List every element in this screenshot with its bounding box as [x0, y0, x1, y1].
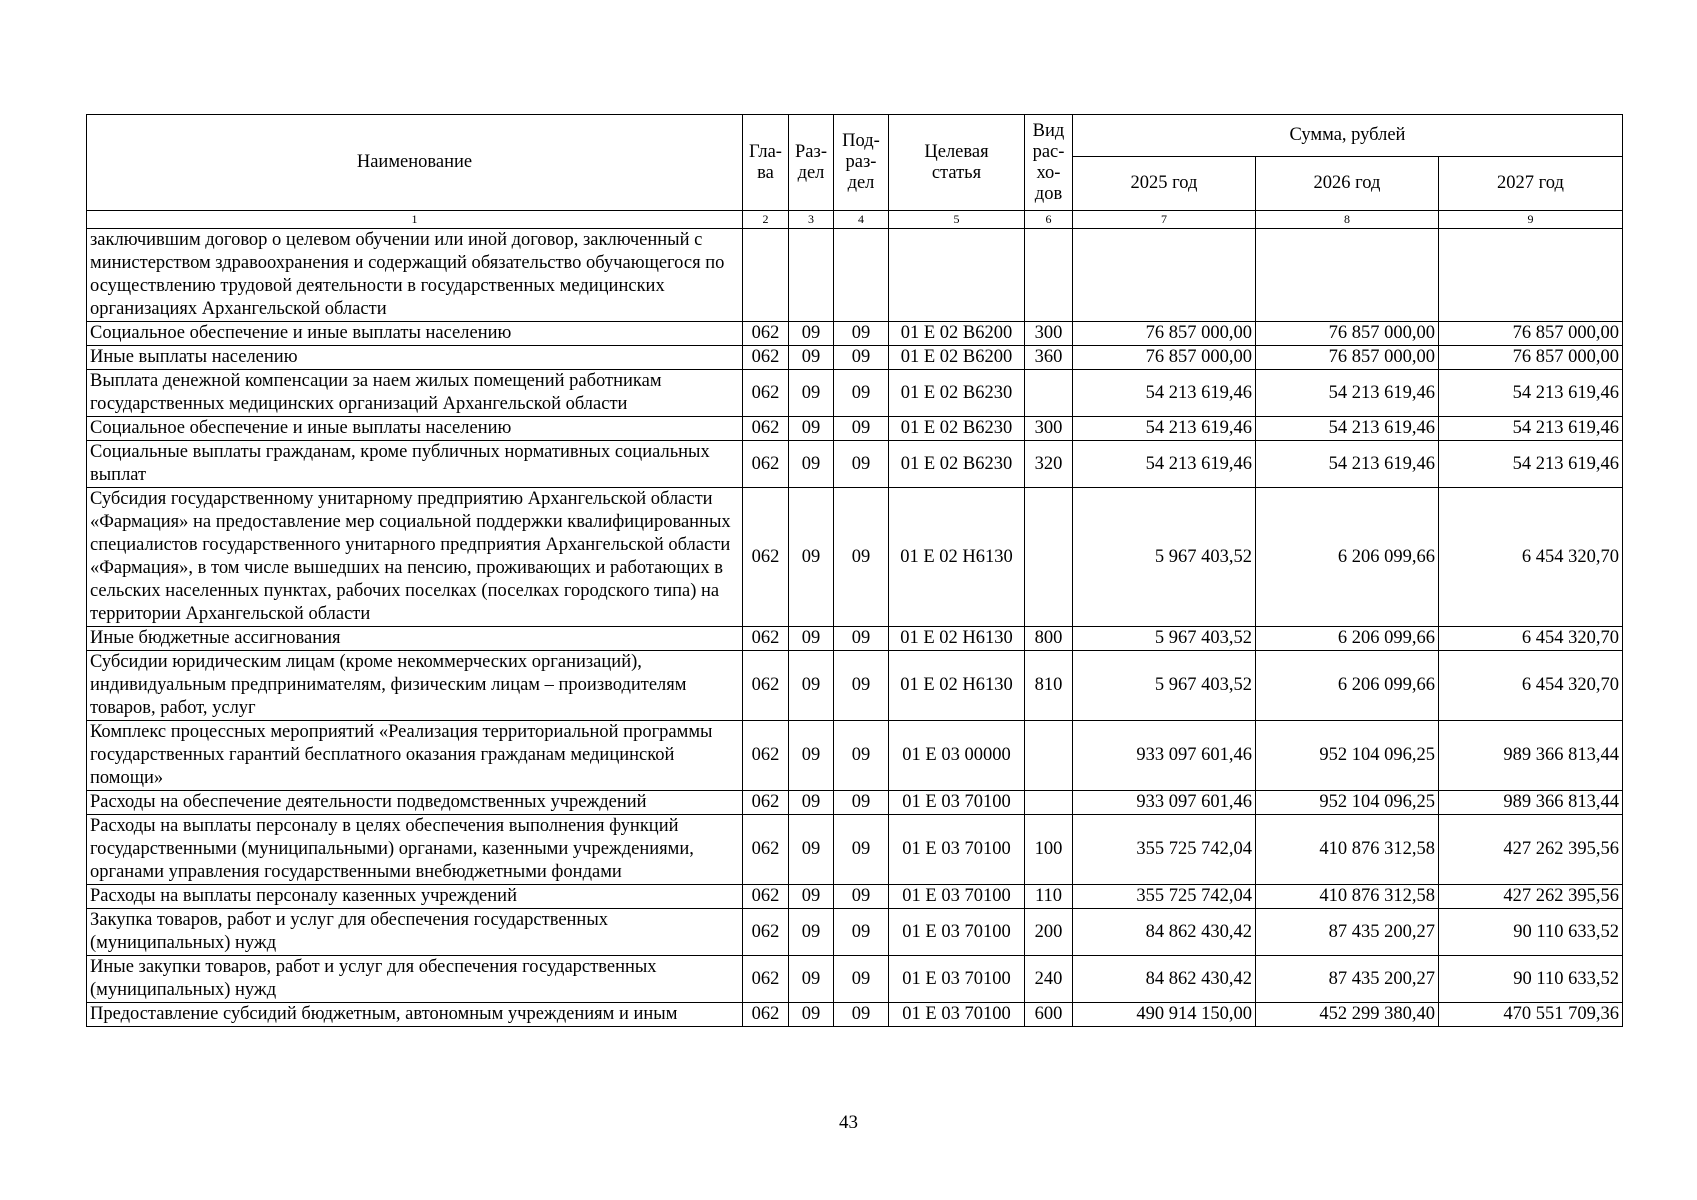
row-sum-2027: 90 110 633,52	[1439, 909, 1623, 956]
row-sum-2026	[1256, 229, 1439, 322]
table-row	[87, 885, 1623, 909]
row-name: Закупка товаров, работ и услуг для обеспечения государственных (муниципальных) нужд	[87, 909, 743, 956]
row-section: 09	[789, 721, 834, 791]
row-subsection: 09	[834, 909, 889, 956]
row-section: 09	[789, 346, 834, 370]
row-expense-type: 300	[1025, 322, 1073, 346]
row-subsection: 09	[834, 651, 889, 721]
row-sum-2026: 54 213 619,46	[1256, 370, 1439, 417]
table-row	[87, 441, 1623, 488]
col-header-year-2027: 2027 год	[1439, 157, 1623, 211]
row-section: 09	[789, 791, 834, 815]
row-name: Предоставление субсидий бюджетным, автономным учреждениям и иным	[87, 1003, 743, 1027]
row-expense-type: 100	[1025, 815, 1073, 885]
table-row	[87, 791, 1623, 815]
row-sum-2025: 54 213 619,46	[1073, 417, 1256, 441]
row-sum-2027: 427 262 395,56	[1439, 815, 1623, 885]
column-number: 5	[889, 211, 1025, 229]
row-sum-2027: 470 551 709,36	[1439, 1003, 1623, 1027]
row-sum-2026: 410 876 312,58	[1256, 885, 1439, 909]
col-header-section: Раз- дел	[789, 115, 834, 211]
row-sum-2027: 6 454 320,70	[1439, 651, 1623, 721]
row-target-article: 01 Е 02 В6230	[889, 370, 1025, 417]
row-sum-2026: 54 213 619,46	[1256, 417, 1439, 441]
row-name: Расходы на выплаты персоналу в целях обеспечения выполнения функций государственными (муниципальными) органами, казенными учреждениями, органами управления государственными внебюджетными фондами	[87, 815, 743, 885]
row-chapter: 062	[743, 370, 789, 417]
col-header-target-article: Целевая статья	[889, 115, 1025, 211]
row-target-article: 01 Е 02 В6230	[889, 441, 1025, 488]
row-section: 09	[789, 885, 834, 909]
row-section	[789, 229, 834, 322]
row-target-article: 01 Е 03 70100	[889, 885, 1025, 909]
row-sum-2025: 76 857 000,00	[1073, 322, 1256, 346]
column-number: 6	[1025, 211, 1073, 229]
table-row	[87, 815, 1623, 885]
column-number: 4	[834, 211, 889, 229]
table-row	[87, 370, 1623, 417]
column-number: 3	[789, 211, 834, 229]
row-sum-2027: 54 213 619,46	[1439, 441, 1623, 488]
row-subsection: 09	[834, 1003, 889, 1027]
row-sum-2027: 989 366 813,44	[1439, 791, 1623, 815]
table-row	[87, 229, 1623, 322]
row-subsection: 09	[834, 791, 889, 815]
row-name: Иные бюджетные ассигнования	[87, 627, 743, 651]
row-sum-2027: 427 262 395,56	[1439, 885, 1623, 909]
row-sum-2026: 54 213 619,46	[1256, 441, 1439, 488]
table-row	[87, 651, 1623, 721]
table-body	[87, 229, 1623, 1027]
col-header-year-2026: 2026 год	[1256, 157, 1439, 211]
row-name: Социальное обеспечение и иные выплаты населению	[87, 417, 743, 441]
row-expense-type: 300	[1025, 417, 1073, 441]
row-target-article	[889, 229, 1025, 322]
row-chapter: 062	[743, 721, 789, 791]
row-subsection: 09	[834, 370, 889, 417]
row-chapter: 062	[743, 322, 789, 346]
row-section: 09	[789, 441, 834, 488]
row-sum-2025: 490 914 150,00	[1073, 1003, 1256, 1027]
row-subsection: 09	[834, 721, 889, 791]
row-chapter: 062	[743, 815, 789, 885]
row-target-article: 01 Е 03 00000	[889, 721, 1025, 791]
column-number: 8	[1256, 211, 1439, 229]
row-sum-2025: 54 213 619,46	[1073, 370, 1256, 417]
table-row	[87, 488, 1623, 627]
row-chapter	[743, 229, 789, 322]
table-row	[87, 417, 1623, 441]
col-header-name: Наименование	[87, 115, 743, 211]
row-expense-type: 600	[1025, 1003, 1073, 1027]
row-expense-type: 810	[1025, 651, 1073, 721]
row-sum-2027: 989 366 813,44	[1439, 721, 1623, 791]
table-row	[87, 956, 1623, 1003]
row-sum-2025: 355 725 742,04	[1073, 885, 1256, 909]
table-row	[87, 721, 1623, 791]
row-sum-2027: 6 454 320,70	[1439, 627, 1623, 651]
row-sum-2025: 76 857 000,00	[1073, 346, 1256, 370]
row-sum-2026: 76 857 000,00	[1256, 346, 1439, 370]
column-number: 2	[743, 211, 789, 229]
row-subsection	[834, 229, 889, 322]
row-subsection: 09	[834, 441, 889, 488]
row-sum-2027: 76 857 000,00	[1439, 346, 1623, 370]
row-chapter: 062	[743, 627, 789, 651]
table-row	[87, 322, 1623, 346]
row-sum-2025: 933 097 601,46	[1073, 791, 1256, 815]
col-header-chapter: Гла- ва	[743, 115, 789, 211]
row-chapter: 062	[743, 909, 789, 956]
row-subsection: 09	[834, 956, 889, 1003]
row-target-article: 01 Е 02 Н6130	[889, 651, 1025, 721]
row-section: 09	[789, 956, 834, 1003]
row-name: Социальные выплаты гражданам, кроме публичных нормативных социальных выплат	[87, 441, 743, 488]
row-subsection: 09	[834, 885, 889, 909]
row-sum-2026: 410 876 312,58	[1256, 815, 1439, 885]
row-section: 09	[789, 370, 834, 417]
row-subsection: 09	[834, 322, 889, 346]
row-name: Субсидия государственному унитарному предприятию Архангельской области «Фармация» на предоставление мер социальной поддержки квалифицированных специалистов государственного унитарного предприятия Архангельской области «Фармация», в том числе вышедших на пенсию, проживающих и работающих в сельских населенных пунктах, рабочих поселках (поселках городского типа) на территории Архангельской области	[87, 488, 743, 627]
row-sum-2025: 5 967 403,52	[1073, 627, 1256, 651]
row-chapter: 062	[743, 791, 789, 815]
row-expense-type: 200	[1025, 909, 1073, 956]
column-number: 9	[1439, 211, 1623, 229]
col-header-expense-type: Вид рас- хо- дов	[1025, 115, 1073, 211]
col-header-subsection: Под- раз- дел	[834, 115, 889, 211]
row-name: Иные закупки товаров, работ и услуг для обеспечения государственных (муниципальных) нужд	[87, 956, 743, 1003]
row-chapter: 062	[743, 956, 789, 1003]
row-sum-2027: 76 857 000,00	[1439, 322, 1623, 346]
table-row	[87, 346, 1623, 370]
column-number: 7	[1073, 211, 1256, 229]
row-expense-type: 360	[1025, 346, 1073, 370]
row-sum-2027: 54 213 619,46	[1439, 370, 1623, 417]
row-chapter: 062	[743, 441, 789, 488]
row-subsection: 09	[834, 417, 889, 441]
row-section: 09	[789, 909, 834, 956]
row-expense-type	[1025, 370, 1073, 417]
row-section: 09	[789, 815, 834, 885]
row-subsection: 09	[834, 488, 889, 627]
row-expense-type	[1025, 791, 1073, 815]
row-subsection: 09	[834, 346, 889, 370]
row-expense-type: 320	[1025, 441, 1073, 488]
row-subsection: 09	[834, 815, 889, 885]
table-row	[87, 627, 1623, 651]
row-sum-2025: 355 725 742,04	[1073, 815, 1256, 885]
page-number: 43	[839, 1112, 858, 1133]
row-target-article: 01 Е 03 70100	[889, 909, 1025, 956]
row-chapter: 062	[743, 417, 789, 441]
row-section: 09	[789, 488, 834, 627]
row-chapter: 062	[743, 1003, 789, 1027]
row-sum-2025: 84 862 430,42	[1073, 909, 1256, 956]
row-chapter: 062	[743, 346, 789, 370]
table-row	[87, 909, 1623, 956]
row-section: 09	[789, 1003, 834, 1027]
row-target-article: 01 Е 02 Н6130	[889, 627, 1025, 651]
row-chapter: 062	[743, 488, 789, 627]
row-sum-2025: 84 862 430,42	[1073, 956, 1256, 1003]
col-header-year-2025: 2025 год	[1073, 157, 1256, 211]
row-target-article: 01 Е 02 Н6130	[889, 488, 1025, 627]
row-sum-2026: 6 206 099,66	[1256, 627, 1439, 651]
row-expense-type	[1025, 488, 1073, 627]
row-sum-2026: 76 857 000,00	[1256, 322, 1439, 346]
row-name: Иные выплаты населению	[87, 346, 743, 370]
row-sum-2026: 6 206 099,66	[1256, 488, 1439, 627]
row-name: Социальное обеспечение и иные выплаты населению	[87, 322, 743, 346]
row-target-article: 01 Е 03 70100	[889, 815, 1025, 885]
row-section: 09	[789, 651, 834, 721]
row-sum-2026: 87 435 200,27	[1256, 909, 1439, 956]
row-sum-2025: 933 097 601,46	[1073, 721, 1256, 791]
row-name: Комплекс процессных мероприятий «Реализация территориальной программы государственных гарантий бесплатного оказания гражданам медицинской помощи»	[87, 721, 743, 791]
row-expense-type	[1025, 721, 1073, 791]
row-chapter: 062	[743, 651, 789, 721]
row-target-article: 01 Е 03 70100	[889, 956, 1025, 1003]
row-sum-2025: 54 213 619,46	[1073, 441, 1256, 488]
row-sum-2026: 452 299 380,40	[1256, 1003, 1439, 1027]
row-section: 09	[789, 417, 834, 441]
row-sum-2027	[1439, 229, 1623, 322]
row-sum-2025: 5 967 403,52	[1073, 488, 1256, 627]
row-subsection: 09	[834, 627, 889, 651]
row-chapter: 062	[743, 885, 789, 909]
row-name: Расходы на обеспечение деятельности подведомственных учреждений	[87, 791, 743, 815]
row-name: Выплата денежной компенсации за наем жилых помещений работникам государственных медицинских организаций Архангельской области	[87, 370, 743, 417]
budget-table	[86, 114, 1623, 1027]
row-name: заключившим договор о целевом обучении или иной договор, заключенный с министерством здравоохранения и содержащий обязательство обучающегося по осуществлению трудовой деятельности в государственных медицинских организациях Архангельской области	[87, 229, 743, 322]
row-target-article: 01 Е 03 70100	[889, 791, 1025, 815]
row-sum-2025	[1073, 229, 1256, 322]
row-section: 09	[789, 627, 834, 651]
row-expense-type: 800	[1025, 627, 1073, 651]
row-sum-2026: 6 206 099,66	[1256, 651, 1439, 721]
row-name: Субсидии юридическим лицам (кроме некоммерческих организаций), индивидуальным предпринимателям, физическим лицам – производителям товаров, работ, услуг	[87, 651, 743, 721]
row-target-article: 01 Е 02 В6200	[889, 322, 1025, 346]
row-sum-2026: 952 104 096,25	[1256, 791, 1439, 815]
row-expense-type: 240	[1025, 956, 1073, 1003]
row-target-article: 01 Е 02 В6200	[889, 346, 1025, 370]
row-target-article: 01 Е 02 В6230	[889, 417, 1025, 441]
row-section: 09	[789, 322, 834, 346]
table-row	[87, 1003, 1623, 1027]
col-header-sum: Сумма, рублей	[1073, 115, 1623, 157]
row-sum-2025: 5 967 403,52	[1073, 651, 1256, 721]
row-expense-type: 110	[1025, 885, 1073, 909]
row-sum-2026: 87 435 200,27	[1256, 956, 1439, 1003]
column-number: 1	[87, 211, 743, 229]
row-sum-2026: 952 104 096,25	[1256, 721, 1439, 791]
row-target-article: 01 Е 03 70100	[889, 1003, 1025, 1027]
row-sum-2027: 54 213 619,46	[1439, 417, 1623, 441]
column-numbers-row	[87, 211, 1623, 229]
row-sum-2027: 6 454 320,70	[1439, 488, 1623, 627]
row-expense-type	[1025, 229, 1073, 322]
row-name: Расходы на выплаты персоналу казенных учреждений	[87, 885, 743, 909]
row-sum-2027: 90 110 633,52	[1439, 956, 1623, 1003]
